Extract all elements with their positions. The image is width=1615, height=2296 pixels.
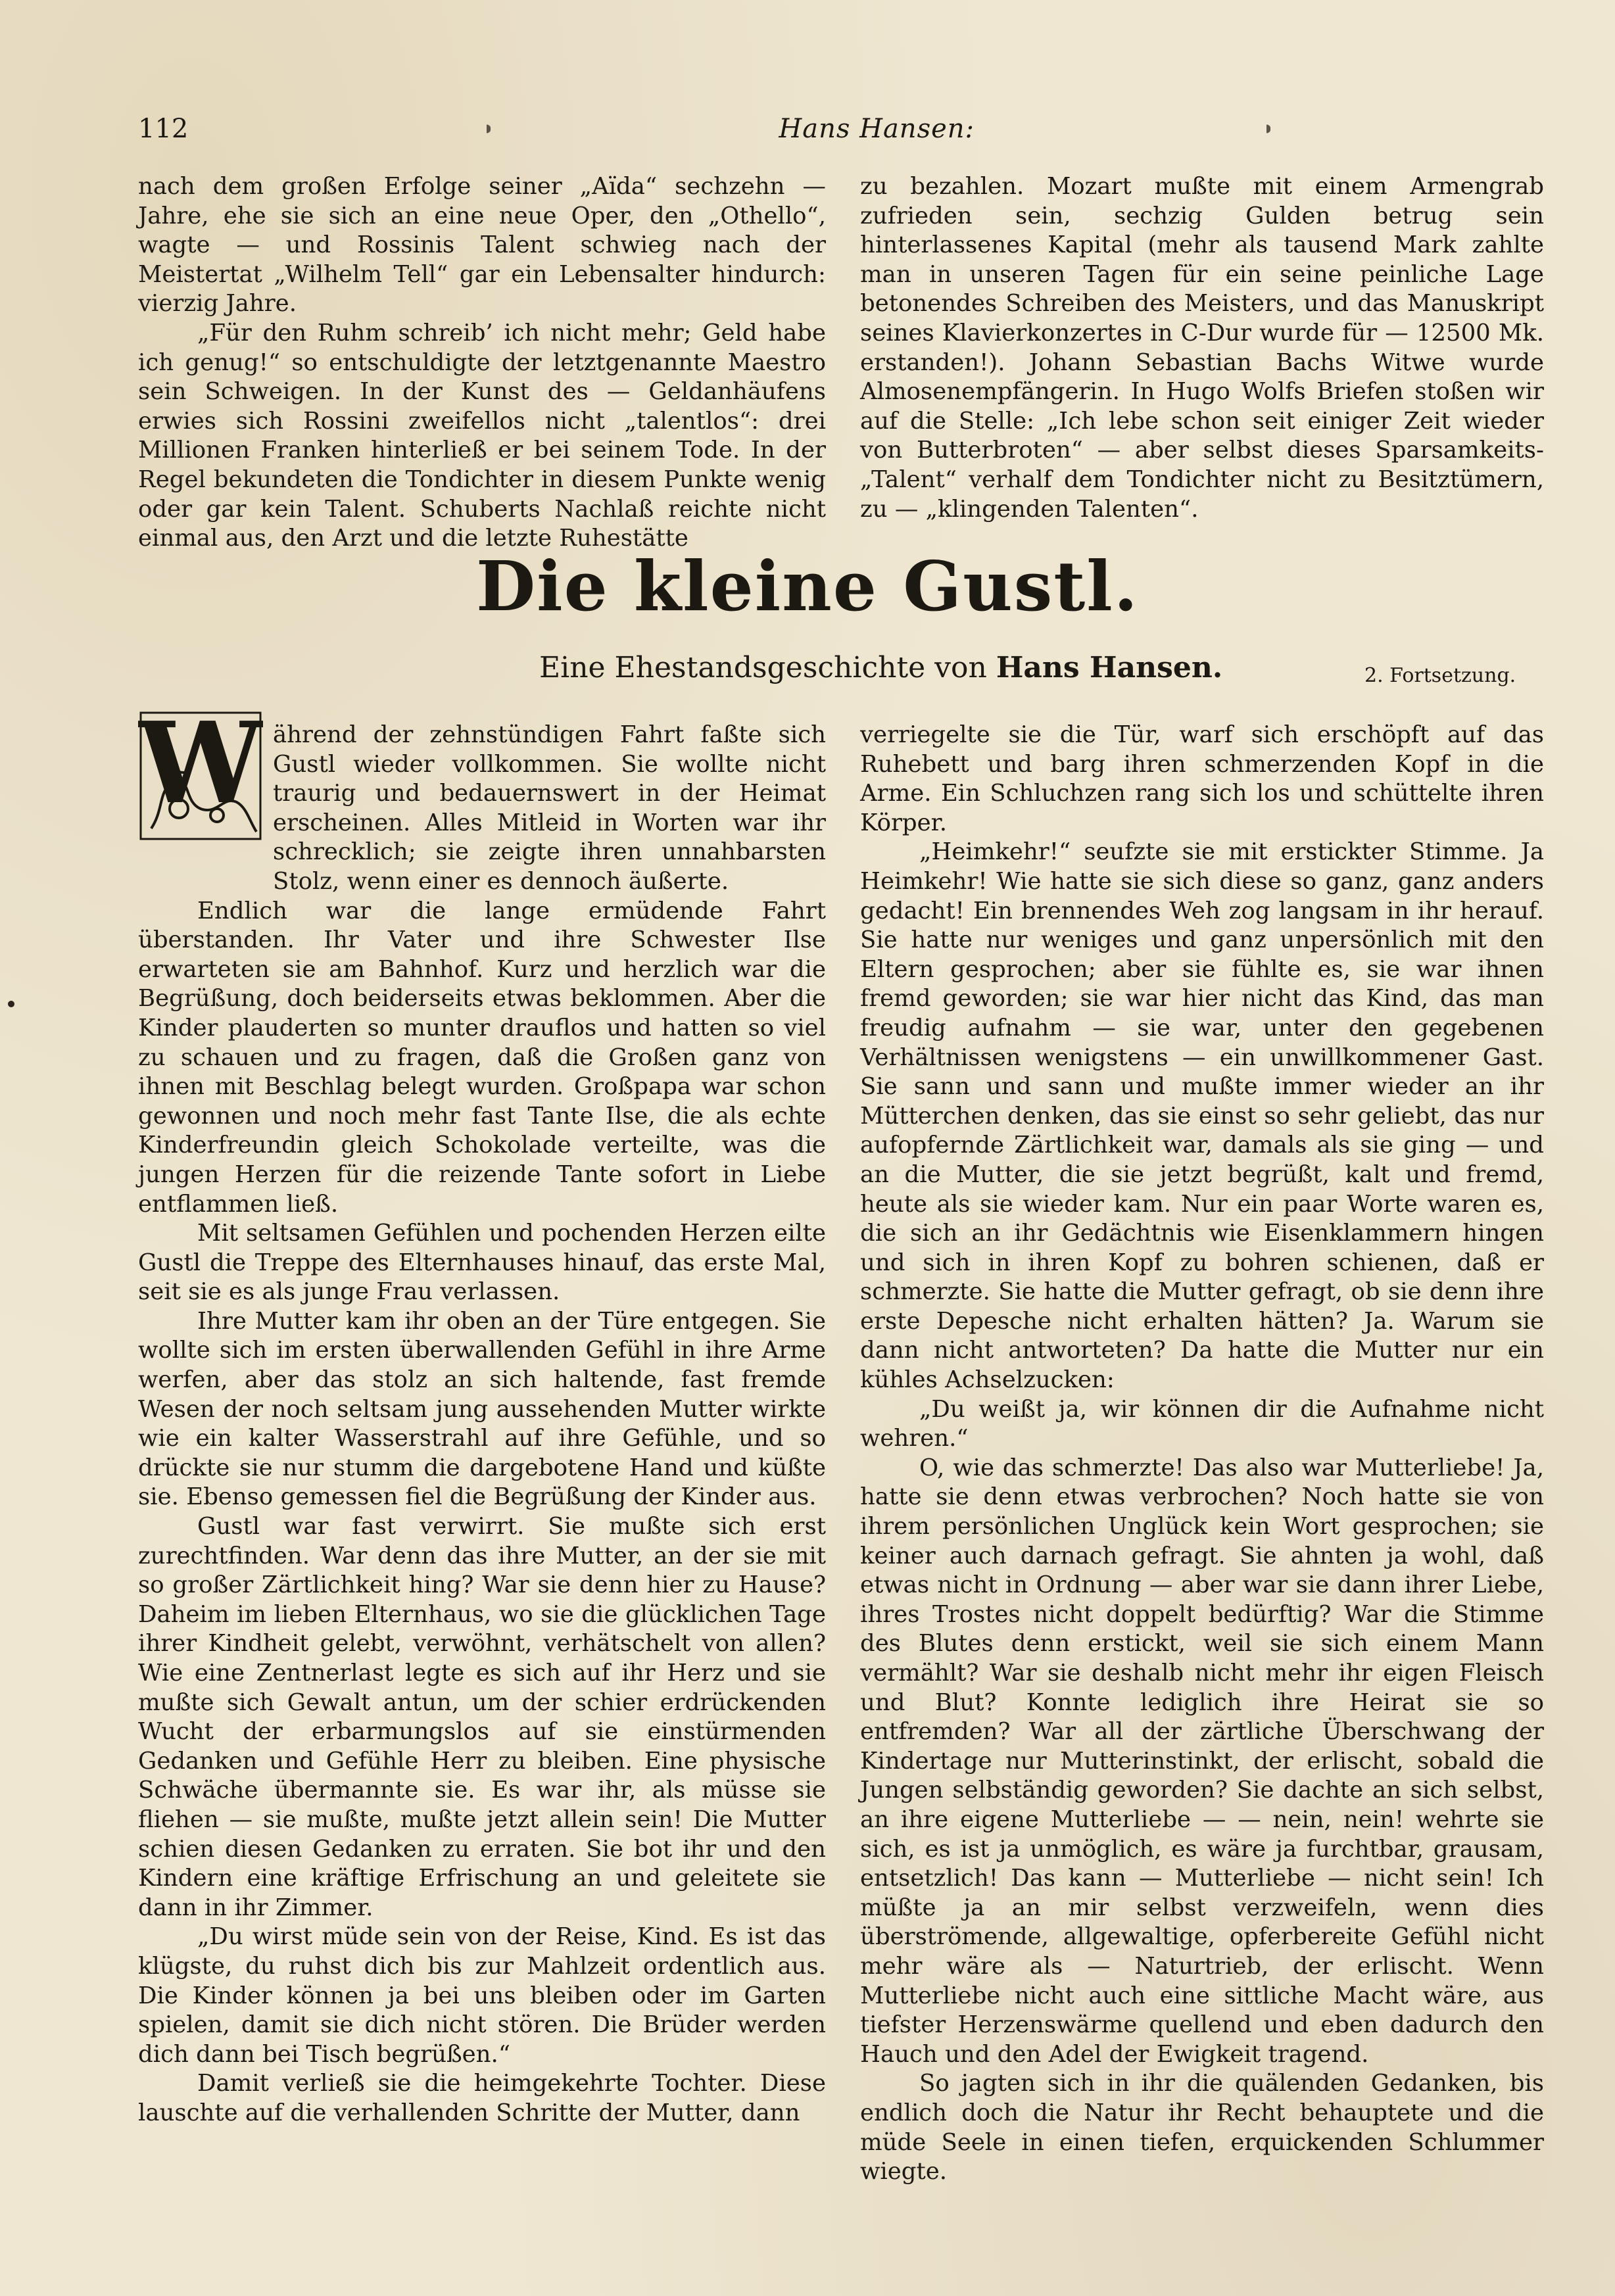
paragraph: verriegelte sie die Tür, warf sich erschöpft auf das Ruhebett und barg ihren schmerzenden Kopf in die Arme. Ein Schluchzen rang sich los und schüttelte ihren Körper. bbox=[860, 721, 1544, 836]
page-number: 112 bbox=[138, 114, 189, 144]
ornament-rule-right bbox=[981, 122, 1552, 136]
story-subtitle bbox=[539, 651, 1263, 684]
paragraph: „Du weißt ja, wir können dir die Aufnahme nicht wehren.“ bbox=[860, 1395, 1544, 1452]
paragraph: zu bezahlen. Mozart mußte mit einem Armengrab zufrieden sein, sechzig Gulden betrug sein hinterlassenes Kapital (mehr als tausend Mark zahlte man in unseren Tagen für ein seine peinliche Lage betonendes Schreiben des Meisters, und das Manuskript seines Klavierkonzertes in C-Dur wurde für — 12500 Mk. erstanden!). Johann Sebastian Bachs Witwe wurde Almosenempfängerin. In Hugo Wolfs Briefen stoßen wir auf die Stelle: „Ich lebe schon seit einiger Zeit wieder von Butterbroten“ — aber selbst dieses Sparsamkeits-„Talent“ verhalf dem Tondichter nicht zu Besitztümern, zu — „klingenden Talenten“. bbox=[860, 173, 1544, 523]
paragraph: Endlich war die lange ermüdende Fahrt überstanden. Ihr Vater und ihre Schwester Ilse erwarteten sie am Bahnhof. Kurz und herzlich war die Begrüßung, doch beiderseits etwas beklommen. Aber die Kinder plauderten so munter drauflos und hatten so viel zu schauen und zu fragen, daß die Großen ganz von ihnen mit Beschlag belegt wurden. Großpapa war schon gewonnen und noch mehr fast Tante Ilse, die als echte Kinderfreundin gleich Schokolade verteilte, was die jungen Herzen für die reizende Tante sofort in Liebe entflammen ließ. bbox=[138, 897, 826, 1218]
paragraph: Mit seltsamen Gefühlen und pochenden Herzen eilte Gustl die Treppe des Elternhauses hinauf, das erste Mal, seit sie es als junge Frau verlassen. bbox=[138, 1220, 826, 1306]
paragraph: So jagten sich in ihr die quälenden Gedanken, bis endlich doch die Natur ihr Recht behauptete und die müde Seele in einen tiefen, erquickenden Schlummer wiegte. bbox=[860, 2070, 1544, 2186]
running-header bbox=[138, 110, 1558, 147]
paragraph: Ihre Mutter kam ihr oben an der Türe entgegen. Sie wollte sich im ersten überwallenden Gefühl in ihre Arme werfen, aber das stolz an sich haltende, fast fremde Wesen der noch seltsam jung aussehenden Mutter wirkte wie ein kalter Wasserstrahl auf ihre Gefühle, und so drückte sie nur stumm die dargebotene Hand und küßte sie. Ebenso gemessen fiel die Begrüßung der Kinder aus. bbox=[138, 1307, 826, 1511]
paragraph: ährend der zehnstündigen Fahrt faßte sich Gustl wieder vollkommen. Sie wollte nicht traurig und bedauernswert in der Heimat erscheinen. Alles Mitleid in Worten war ihr schrecklich; sie zeigte ihren unnahbarsten Stolz, wenn einer es dennoch äußerte. bbox=[273, 721, 826, 895]
ink-spot bbox=[8, 1001, 14, 1007]
ornament-rule-left bbox=[201, 122, 772, 136]
paragraph: Damit verließ sie die heimgekehrte Tochter. Diese lauschte auf die verhallenden Schritte der Mutter, dann bbox=[138, 2070, 826, 2126]
subtitle-prefix: Eine Ehestandsgeschichte von bbox=[539, 651, 987, 684]
paragraph: nach dem großen Erfolge seiner „Aïda“ sechzehn — Jahre, ehe sie sich an eine neue Oper, den „Othello“, wagte — und Rossinis Talent schwieg nach der Meistertat „Wilhelm Tell“ gar ein Lebensalter hindurch: vierzig Jahre. bbox=[138, 173, 826, 318]
dropcap-letter: W bbox=[138, 710, 263, 829]
paragraph: Gustl war fast verwirrt. Sie mußte sich erst zurechtfinden. War denn das ihre Mutter, an der sie mit so großer Zärtlichkeit hing? War sie denn hier zu Hause? Daheim im lieben Elternhaus, wo sie die glücklichen Tage ihrer Kindheit gelebt, verwöhnt, verhätschelt von allen? Wie eine Zentnerlast legte es sich auf ihr Herz und sie mußte sich Gewalt antun, um der schier erdrückenden Wucht der erbarmungslos auf sie einstürmenden Gedanken und Gefühle Herr zu bleiben. Eine physische Schwäche übermannte sie. Es war ihr, als müsse sie fliehen — sie mußte, mußte jetzt allein sein! Die Mutter schien diesen Gedanken zu erraten. Sie bot ihr und den Kindern eine kräftige Erfrischung an und geleitete sie dann in ihr Zimmer. bbox=[138, 1513, 826, 1921]
paragraph: O, wie das schmerzte! Das also war Mutterliebe! Ja, hatte sie denn etwas verbrochen? Noch hatte sie von ihrem persönlichen Unglück kein Wort gesprochen; sie keiner auch darnach gefragt. Sie ahnten ja wohl, daß etwas nicht in Ordnung — aber war sie dann ihrer Liebe, ihres Trostes nicht doppelt bedürftig? War die Stimme des Blutes denn erstickt, weil sie sich einem Mann vermählt? War sie deshalb nicht mehr ihr eigen Fleisch und Blut? Konnte lediglich ihre Heirat sie so entfremden? War all der zärtliche Überschwang der Kindertage nur Mutterinstinkt, der erlischt, sobald die Jungen selbständig geworden? Sie dachte an sich selbst, an ihre eigene Mutterliebe — — nein, nein! wehrte sie sich, es ist ja unmöglich, es wäre ja furchtbar, grausam, entsetzlich! Das kann — Mutterliebe — nicht sein! Ich müßte ja an mir selbst verzweifeln, wenn dies überströmende, allgewaltige, opferbereite Gefühl nicht mehr wäre als — Naturtrieb, der erlischt. Wenn Mutterliebe nicht auch eine sittliche Macht wäre, aus tiefster Herzenswärme quellend und eben dadurch den Hauch und den Adel der Ewigkeit tragend. bbox=[860, 1454, 1544, 2068]
top-right-column bbox=[860, 172, 1544, 524]
header-author: Hans Hansen: bbox=[779, 114, 975, 144]
top-left-column bbox=[138, 172, 826, 554]
subtitle-author: Hans Hansen. bbox=[996, 651, 1223, 684]
story-right-column bbox=[860, 721, 1544, 2187]
continuation-note: 2. Fortsetzung. bbox=[1364, 664, 1516, 687]
story-title: Die kleine Gustl. bbox=[475, 546, 1140, 627]
story-left-column bbox=[138, 721, 826, 2128]
paragraph: „Du wirst müde sein von der Reise, Kind. Es ist das klügste, du ruhst dich bis zur Mahlzeit ordentlich aus. Die Kinder können ja bei uns bleiben oder im Garten spielen, damit sie dich nicht stören. Die Brüder werden dich dann bei Tisch begrüßen.“ bbox=[138, 1923, 826, 2068]
paragraph: „Heimkehr!“ seufzte sie mit erstickter Stimme. Ja Heimkehr! Wie hatte sie sich diese so ganz, ganz anders gedacht! Ein brennendes Weh zog langsam in ihr herauf. Sie hatte nur weniges und ganz unpersönlich mit den Eltern gesprochen; aber sie fühlte es, sie war ihnen fremd geworden; sie war hier nicht das Kind, das man freudig aufnahm — sie war, unter den gegebenen Verhältnissen wenigstens — ein unwillkommener Gast. Sie sann und sann und mußte immer wieder an ihr Mütterchen denken, das sie einst so sehr geliebt, das nur aufopfernde Zärtlichkeit war, damals als sie ging — und an die Mutter, die sie jetzt begrüßt, kalt und fremd, heute als sie wieder kam. Nur ein paar Worte waren es, die sich an ihr Gedächtnis wie Eisenklammern hingen und sich in ihren Kopf zu bohren schienen, daß er schmerzte. Sie hatte die Mutter gefragt, ob sie denn ihre erste Depesche nicht erhalten hätten? Ja. Warum sie dann nicht antworteten? Da hatte die Mutter nur ein kühles Achselzucken: bbox=[860, 838, 1544, 1394]
paragraph: „Für den Ruhm schreib’ ich nicht mehr; Geld habe ich genug!“ so entschuldigte der letztgenannte Maestro sein Schweigen. In der Kunst des — Geldanhäufens erwies sich Rossini zweifellos nicht „talentlos“: drei Millionen Franken hinterließ er bei seinem Tode. In der Regel bekundeten die Tondichter in diesem Punkte wenig oder gar kein Talent. Schuberts Nachlaß reichte nicht einmal aus, den Arzt und die letzte Ruhestätte bbox=[138, 319, 826, 552]
